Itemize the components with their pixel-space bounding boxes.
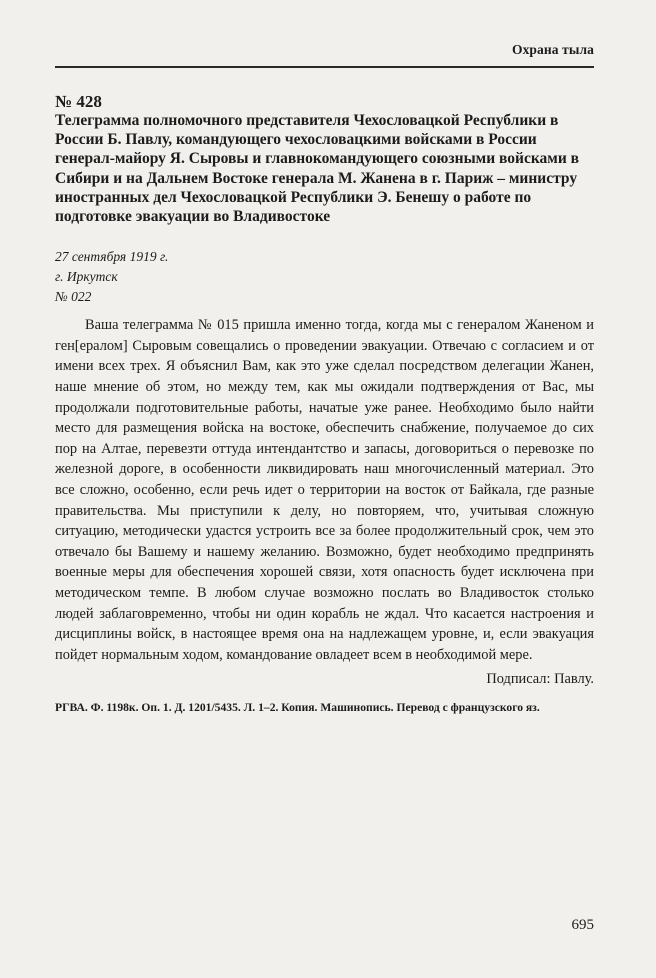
- document-content: [55, 92, 594, 716]
- document-body: Ваша телеграмма № 015 пришла именно тогда, когда мы с генералом Жаненом и ген[ералом] Сыровым совещались о проведении эвакуации. Отвечаю с согласием и от имени всех трех. Я объяснил Вам, как это уже сделал посредством делегации Жанен, наше мнение об этом, но между тем, как мы ожидали подтверждения от Вас, мы продолжали подготовительные работы, начатые уже ранее. Необходимо было найти место для размещения войска на востоке, обеспечить снабжение, получаемое до сих пор на Алтае, перевезти оттуда интендантство и запасы, договориться о перевозке по железной дороге, в особенности ликвидировать наш многочисленный материал. Это все сложно, особенно, если речь идет о территории на восток от Байкала, где разные правительства. Мы приступили к делу, но повторяем, что, учитывая сложную ситуацию, методически удастся устроить все за более продолжительный срок, чем это отвечало бы Вашему и нашему желанию. Возможно, будет необходимо предпринять военные меры для обеспечения хорошей связи, хотя опасность будет исключена при методическом темпе. В любом случае возможно послать во Владивосток столько людей заблаговременно, чтобы ни один корабль не ждал. Что касается настроения и дисциплины войск, в настоящее время она на надлежащем уровне, и, если эвакуация пойдет нормальным ходом, командование овладеет всем в необходимой мере.: [55, 317, 594, 663]
- archive-reference: РГВА. Ф. 1198к. Оп. 1. Д. 1201/5435. Л. 1–2. Копия. Машинопись. Перевод с французского яз.: [55, 701, 540, 715]
- page-number: 695: [571, 917, 594, 933]
- document-reg-number: № 022: [55, 289, 92, 305]
- document-date: 27 сентября 1919 г.: [55, 249, 169, 265]
- document-meta: [55, 247, 594, 307]
- document-signature: Подписал: Павлу.: [486, 671, 594, 688]
- header-rule: [55, 66, 594, 68]
- document-place: г. Иркутск: [55, 269, 118, 285]
- running-header-section: Охрана тыла: [511, 42, 594, 57]
- document-title: Телеграмма полномочного представителя Чехословацкой Республики в России Б. Павлу, командующего чехословацкими войсками в России генерал-майору Я. Сыровы и главнокомандующего союзными войсками в Сибири и на Дальнем Востоке генерала М. Жанена в г. Париж – министру иностранных дел Чехословацкой Республики Э. Бенешу о работе по подготовке эвакуации во Владивостоке: [55, 112, 580, 226]
- document-number: № 428: [55, 92, 102, 111]
